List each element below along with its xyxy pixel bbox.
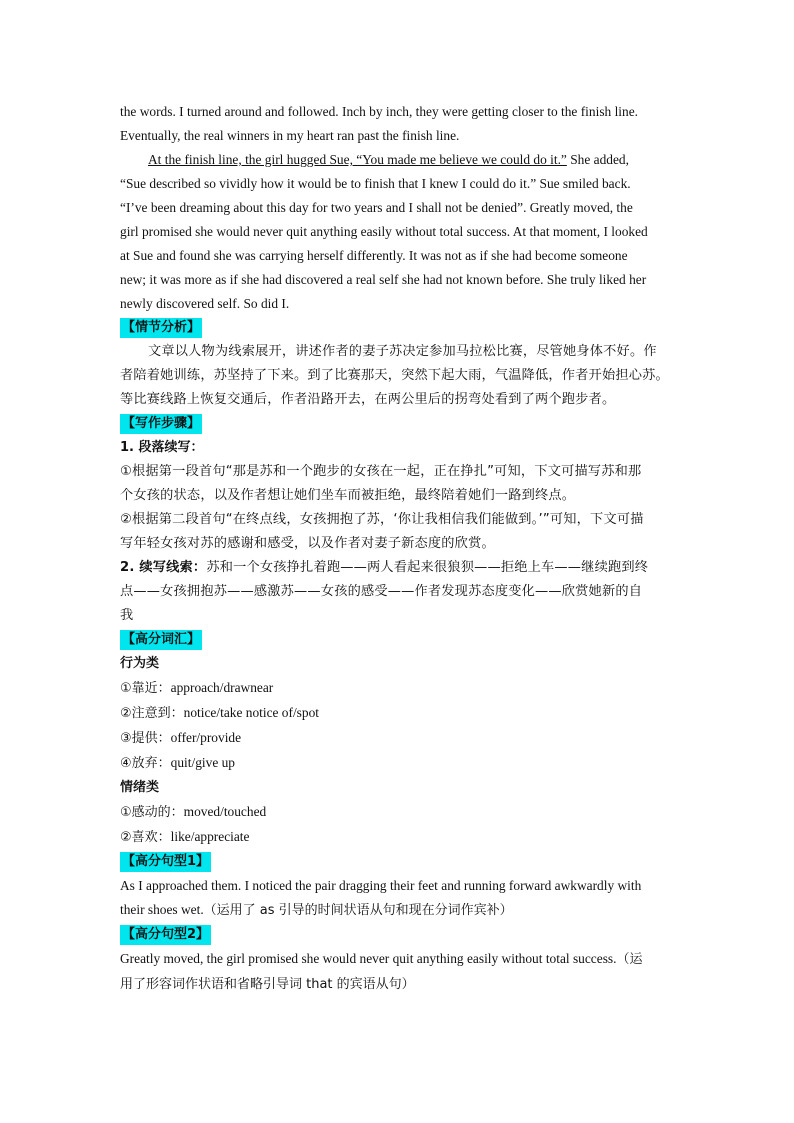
story-line: “I’ve been dreaming about this day for two years and I shall not be denied”. Greatly moved, the (120, 200, 633, 215)
step-title: 2. 续写线索： (120, 560, 207, 575)
vocab-item (120, 800, 680, 825)
vocab-key: ①感动的： (120, 805, 184, 820)
story-line: new; it was more as if she had discovered a real self she had not known before. She truly liked her (120, 272, 647, 287)
vocab-key: ①靠近： (120, 681, 171, 696)
vocab-item (120, 726, 680, 751)
sentence-note: 用了形容词作状语和省略引导词 that 的宾语从句） (120, 977, 415, 992)
vocab-item (120, 751, 680, 776)
vocab-category: 情绪类 (120, 780, 160, 795)
plot-line: 者陪着她训练，苏坚持了下来。到了比赛那天，突然下起大雨，气温降低，作者开始担心苏。 (120, 368, 669, 383)
step-text: 苏和一个女孩挣扎着跑——两人看起来很狼狈——拒绝上车——继续跑到终 (206, 560, 649, 575)
vocab-item (120, 825, 680, 850)
sentence-line (120, 972, 680, 997)
section-tag: 【高分词汇】 (120, 630, 202, 650)
sentence-line: As I approached them. I noticed the pair dragging their feet and running forward awkwardly with (120, 878, 642, 893)
vocab-value: offer/provide (170, 730, 242, 745)
step-title: 1. 段落续写： (120, 440, 204, 455)
sentence-en: their shoes wet. (120, 902, 204, 917)
vocab-category: 行为类 (120, 656, 160, 671)
vocab-value: like/appreciate (170, 829, 250, 844)
sentence-note: （运 (616, 952, 643, 967)
section-tag: 【高分句型2】 (120, 925, 211, 945)
vocab-key: ②喜欢： (120, 830, 171, 845)
document-page (120, 100, 680, 997)
vocab-item (120, 701, 680, 726)
vocab-value: quit/give up (170, 755, 236, 770)
underlined-sentence: At the finish line, the girl hugged Sue, “You made me believe we could do it.” (148, 152, 567, 167)
section-tag: 【情节分析】 (120, 318, 202, 338)
section-plot-analysis (120, 316, 680, 340)
vocab-item (120, 676, 680, 701)
sentence-line (120, 947, 680, 972)
step-line: 写年轻女孩对苏的感谢和感受，以及作者对妻子新态度的欣赏。 (120, 536, 495, 551)
sentence-en: Greatly moved, the girl promised she would never quit anything easily without total success. (120, 951, 617, 966)
step-line: ①根据第一段首句“那是苏和一个跑步的女孩在一起，正在挣扎”可知，下文可描写苏和那 (120, 464, 642, 479)
plot-line: 文章以人物为线索展开，讲述作者的妻子苏决定参加马拉松比赛，尽管她身体不好。作 (148, 344, 657, 359)
vocab-key: ②注意到： (120, 706, 184, 721)
story-line: the words. I turned around and followed. Inch by inch, they were getting closer to the finish line. (120, 104, 639, 119)
section-tag: 【写作步骤】 (120, 414, 202, 434)
section-sentence-2 (120, 923, 680, 947)
story-line: “Sue described so vividly how it would be to finish that I knew I could do it.” Sue smiled back. (120, 176, 631, 191)
step-line: 我 (120, 608, 134, 623)
vocab-key: ④放弃： (120, 756, 171, 771)
story-line: at Sue and found she was carrying herself differently. It was not as if she had become someone (120, 248, 628, 263)
story-paragraph-start (120, 148, 680, 172)
section-writing-steps (120, 412, 680, 436)
section-sentence-1 (120, 850, 680, 874)
step-line: ②根据第二段首句“在终点线，女孩拥抱了苏，‘你让我相信我们能做到。’”可知，下文可描 (120, 512, 644, 527)
story-text: She added, (566, 152, 629, 167)
step-line: 个女孩的状态，以及作者想让她们坐车而被拒绝，最终陪着她们一路到终点。 (120, 488, 576, 503)
vocab-value: approach/drawnear (170, 680, 274, 695)
step-line (120, 556, 680, 580)
section-tag: 【高分句型1】 (120, 852, 211, 872)
section-vocabulary (120, 628, 680, 652)
vocab-value: notice/take notice of/spot (183, 705, 320, 720)
vocab-key: ③提供： (120, 731, 171, 746)
vocab-value: moved/touched (183, 804, 267, 819)
sentence-note: （运用了 as 引导的时间状语从句和现在分词作宾补） (203, 903, 513, 918)
story-line: girl promised she would never quit anything easily without total success. At that moment, I looked (120, 224, 648, 239)
story-line: Eventually, the real winners in my heart ran past the finish line. (120, 128, 460, 143)
step-line: 点——女孩拥抱苏——感激苏——女孩的感受——作者发现苏态度变化——欣赏她新的自 (120, 584, 643, 599)
sentence-line (120, 898, 680, 923)
plot-line: 等比赛线路上恢复交通后，作者沿路开去，在两公里后的拐弯处看到了两个跑步者。 (120, 392, 616, 407)
story-line: newly discovered self. So did I. (120, 296, 290, 311)
